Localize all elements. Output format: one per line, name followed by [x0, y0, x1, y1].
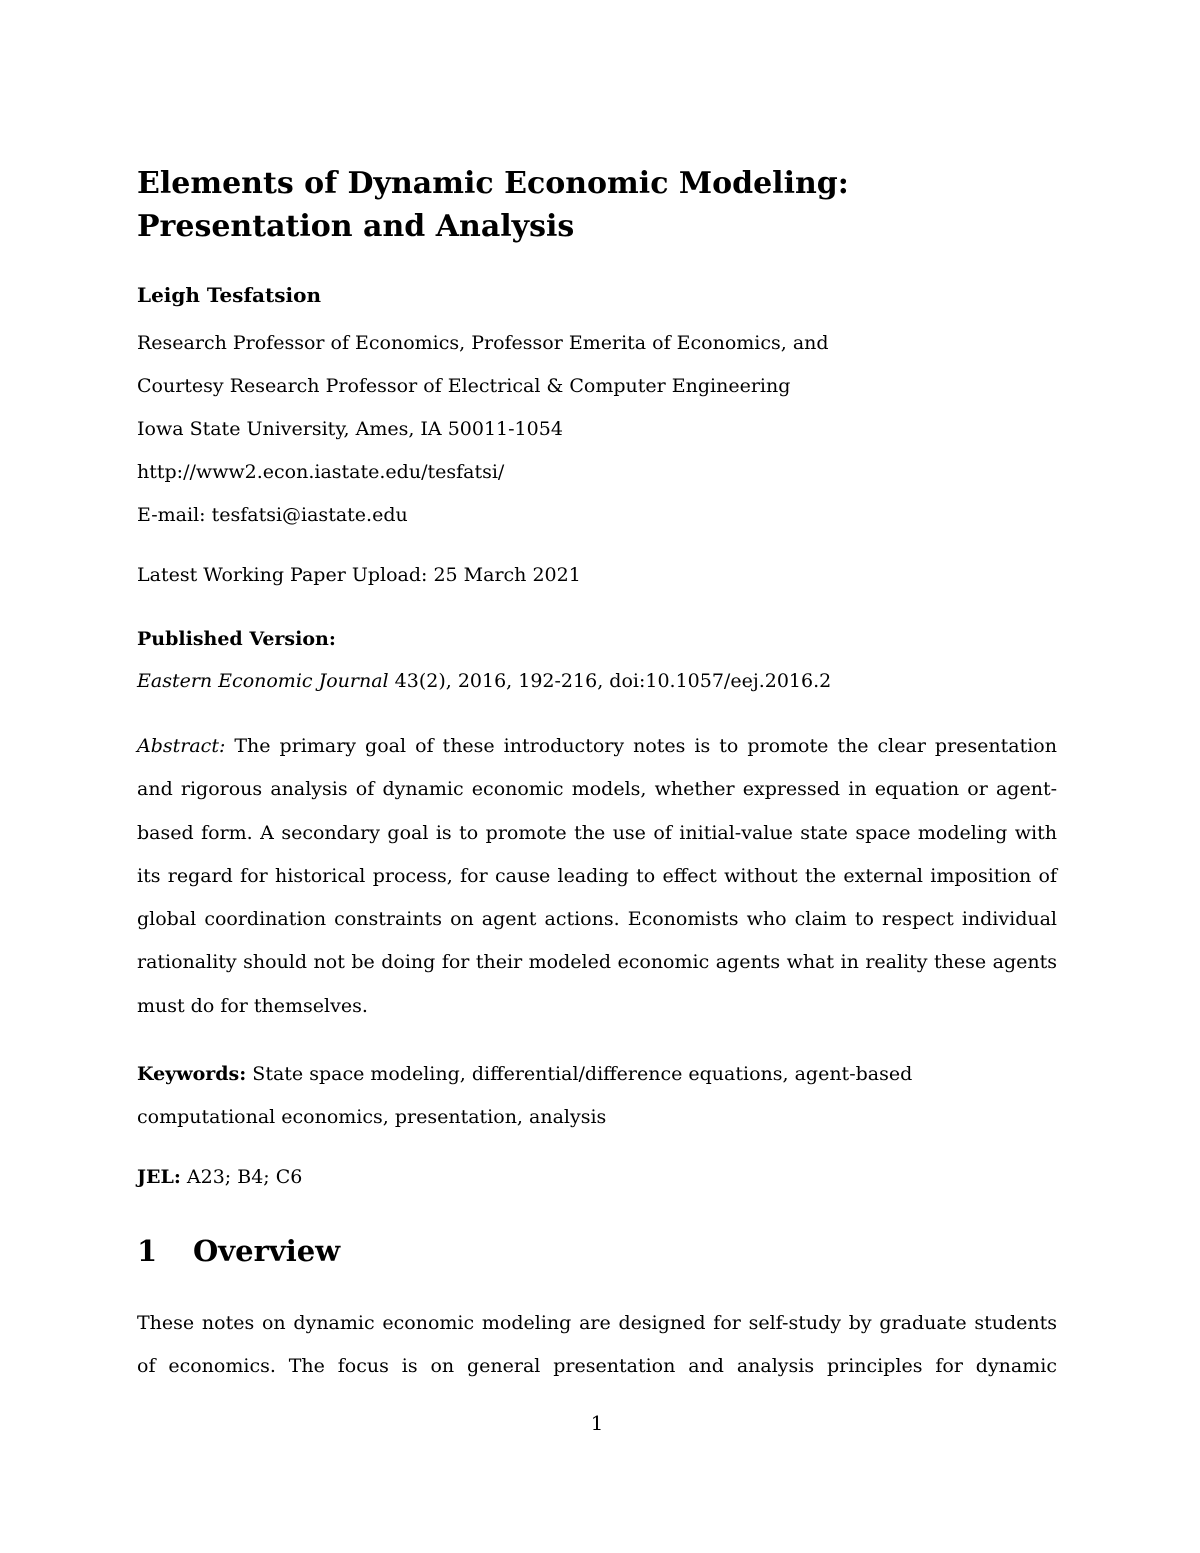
section-number: 1 [137, 1234, 158, 1268]
abstract [137, 725, 1057, 1028]
affiliation-line: Courtesy Research Professor of Electrical & Computer Engineering [137, 375, 791, 397]
section-heading [137, 1231, 340, 1271]
jel-codes [137, 1162, 302, 1192]
published-version-heading: Published Version: [137, 628, 336, 650]
paper-title [137, 162, 849, 248]
abstract-text: The primary goal of these introductory notes is to promote the clear presentation and rigorous analysis of dynamic economic models, whether expressed in equation or agent-based form. A secondary goal is to promote the use of initial-value state space modeling with its regard for historical process, for cause leading to effect without the external imposition of global coordination constraints on agent actions. Economists who claim to respect individual rationality should not be doing for their modeled economic agents what in reality these agents must do for themselves. [137, 735, 1057, 1017]
page-number: 1 [590, 1411, 604, 1435]
paper-title-line-1: Elements of Dynamic Economic Modeling: [137, 166, 849, 201]
author-homepage-link[interactable]: http://www2.econ.iastate.edu/tesfatsi/ [137, 461, 505, 483]
affiliation-line: Iowa State University, Ames, IA 50011-1054 [137, 418, 563, 440]
abstract-label: Abstract: [137, 735, 226, 757]
author-email[interactable]: E-mail: tesfatsi@iastate.edu [137, 504, 408, 526]
section-body-text: These notes on dynamic economic modeling are designed for self-study by graduate students of economics. The focus is on general presentation and analysis principles for dynamic [137, 1312, 1057, 1377]
affiliation-line: Research Professor of Economics, Professor Emerita of Economics, and [137, 332, 829, 354]
upload-date: Latest Working Paper Upload: 25 March 2021 [137, 564, 581, 586]
section-title: Overview [193, 1234, 341, 1268]
keywords [137, 1053, 957, 1139]
jel-label: JEL: [137, 1166, 181, 1188]
jel-text: A23; B4; C6 [180, 1166, 303, 1188]
keywords-text: State space modeling, differential/difference equations, agent-based computational economics, presentation, analysis [137, 1063, 913, 1128]
paper-title-line-2: Presentation and Analysis [137, 209, 575, 244]
published-citation [137, 666, 831, 696]
author-affiliation [137, 322, 829, 537]
author-name: Leigh Tesfatsion [137, 283, 321, 307]
keywords-label: Keywords: [137, 1063, 247, 1085]
paper-page [137, 0, 1057, 1553]
journal-name: Eastern Economic Journal [137, 670, 389, 692]
citation-details: 43(2), 2016, 192-216, doi:10.1057/eej.2016.2 [388, 670, 832, 692]
